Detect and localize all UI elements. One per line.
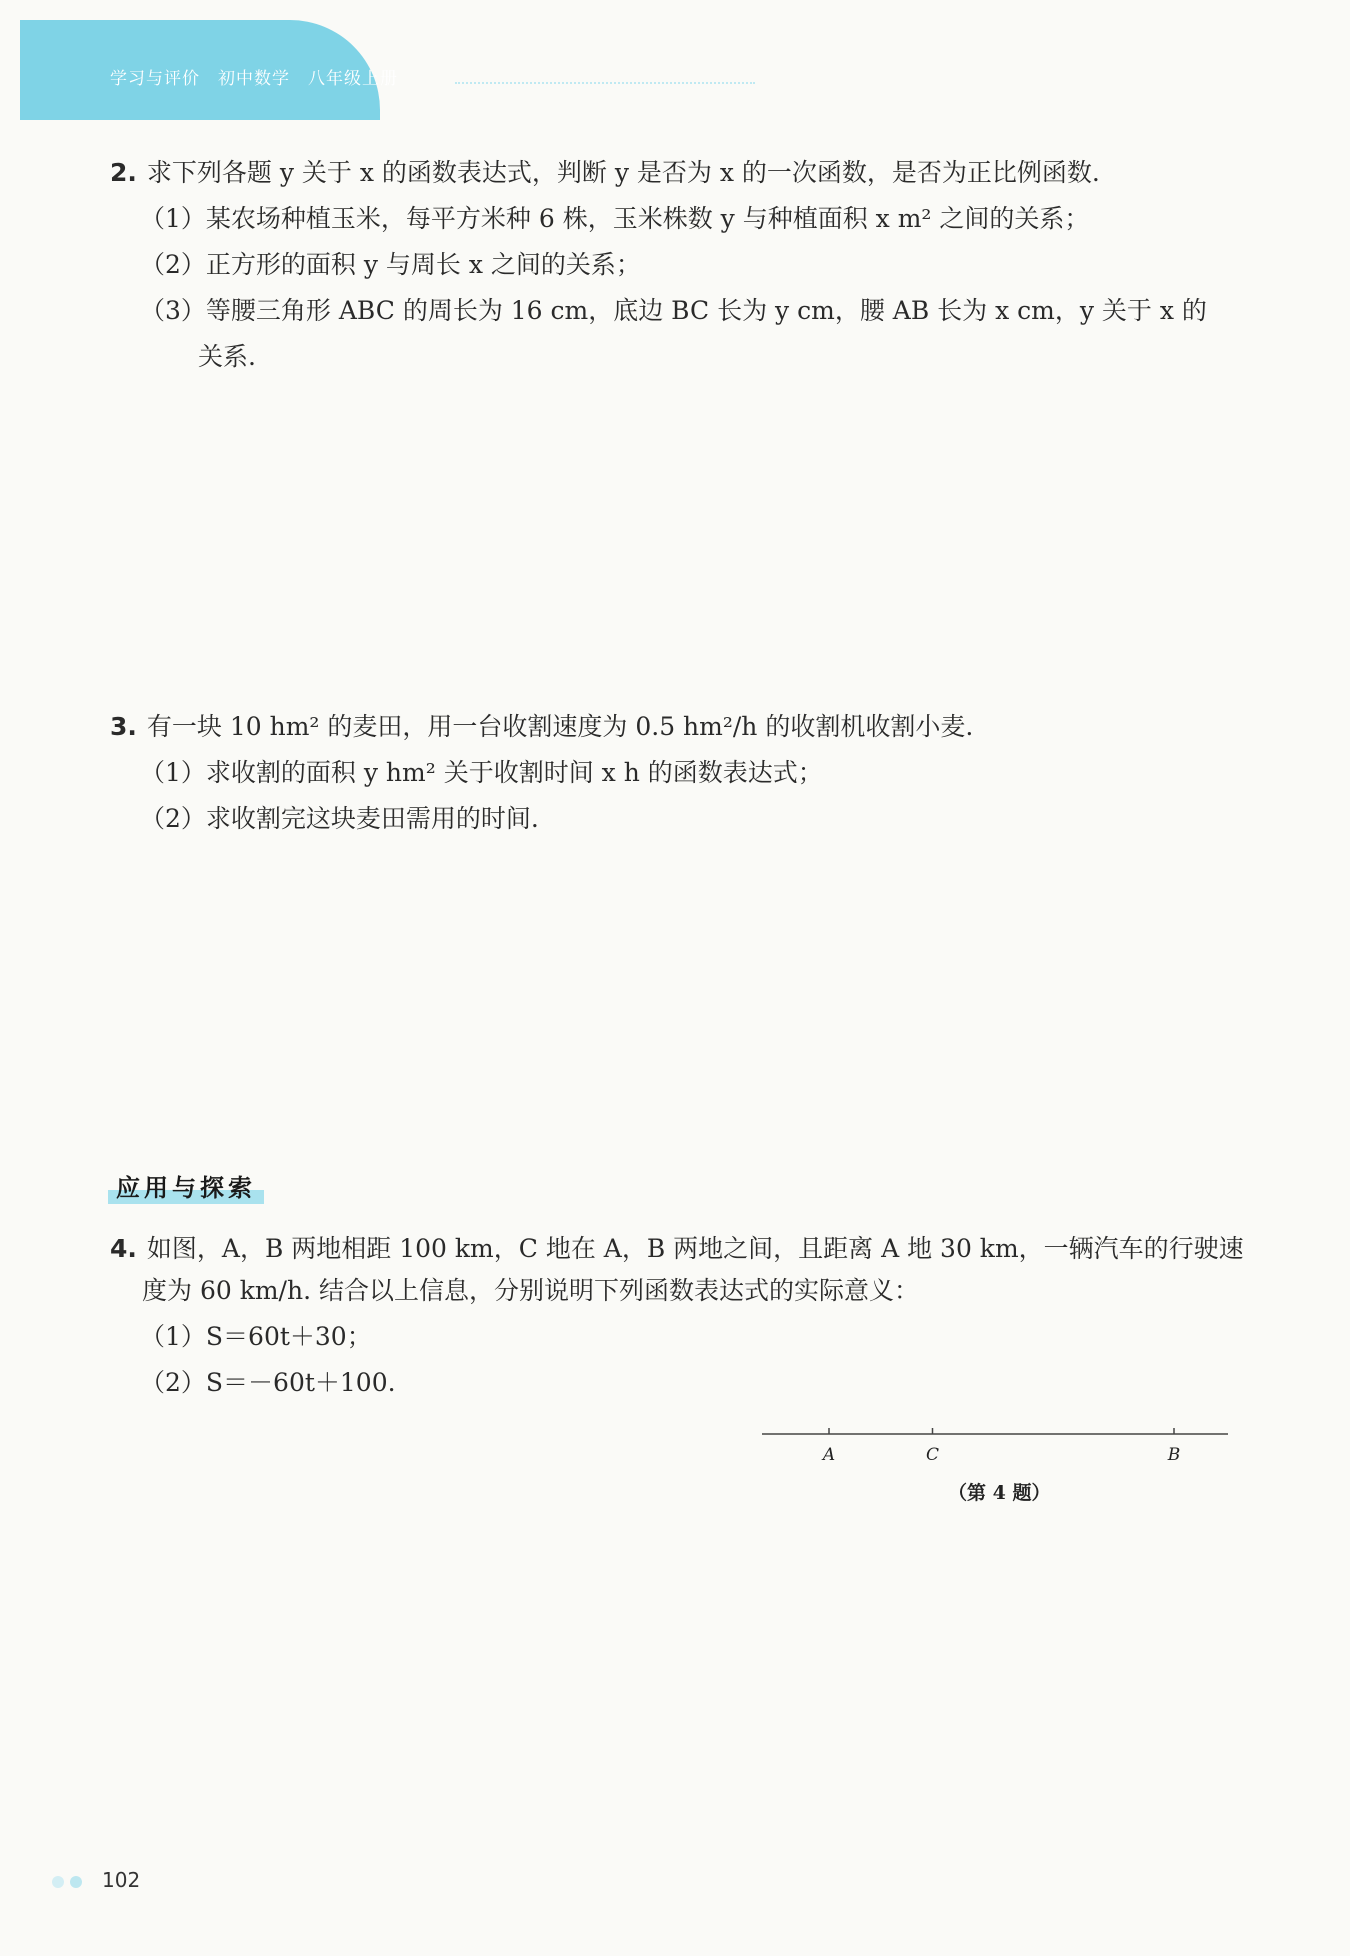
footer-dot bbox=[52, 1876, 64, 1888]
subquestion: （2）求收割完这块麦田需用的时间. bbox=[140, 804, 539, 833]
problem-number: 2. bbox=[110, 158, 137, 187]
problem-2-stem bbox=[110, 150, 1100, 196]
footer-dot bbox=[70, 1876, 82, 1888]
subquestion: （1）某农场种植玉米，每平方米种 6 株，玉米株数 y 与种植面积 x m² 之间的关系； bbox=[140, 204, 1090, 233]
page-number: 102 bbox=[102, 1868, 141, 1892]
header-grade: 八年级上册 bbox=[308, 69, 398, 89]
footer-dots bbox=[52, 1876, 82, 1888]
section-heading bbox=[108, 1168, 264, 1208]
point-label-C: C bbox=[925, 1445, 940, 1465]
header-subject: 初中数学 bbox=[218, 69, 290, 89]
subquestion: （3）等腰三角形 ABC 的周长为 16 cm，底边 BC 长为 y cm，腰 AB 长为 x cm，y 关于 x 的 bbox=[140, 296, 1207, 325]
problem-4-stem bbox=[110, 1226, 1244, 1272]
subquestion: （2）正方形的面积 y 与周长 x 之间的关系； bbox=[140, 250, 641, 279]
point-label-B: B bbox=[1167, 1445, 1181, 1465]
problem-number: 4. bbox=[110, 1234, 137, 1263]
point-label-A: A bbox=[822, 1445, 836, 1465]
problem-number: 3. bbox=[110, 712, 137, 741]
subquestion-continued: 关系. bbox=[198, 342, 256, 371]
problem-text-continued: 度为 60 km/h. 结合以上信息，分别说明下列函数表达式的实际意义： bbox=[142, 1276, 919, 1305]
subquestion: （1）S＝60t＋30； bbox=[140, 1322, 372, 1351]
header-dotted-rule bbox=[455, 82, 755, 84]
problem-text: 有一块 10 hm² 的麦田，用一台收割速度为 0.5 hm²/h 的收割机收割小麦. bbox=[146, 712, 974, 741]
problem-text: 如图，A，B 两地相距 100 km，C 地在 A，B 两地之间，且距离 A 地 30 km，一辆汽车的行驶速 bbox=[146, 1234, 1244, 1263]
subquestion: （2）S＝－60t＋100. bbox=[140, 1368, 396, 1397]
figure-caption: （第 4 题） bbox=[948, 1482, 1051, 1504]
running-header bbox=[110, 64, 398, 89]
header-book: 学习与评价 bbox=[110, 69, 200, 89]
problem-3-stem bbox=[110, 704, 973, 750]
problem-text: 求下列各题 y 关于 x 的函数表达式，判断 y 是否为 x 的一次函数，是否为正比例函数. bbox=[146, 158, 1100, 187]
section-heading-text: 应用与探索 bbox=[116, 1174, 256, 1202]
subquestion: （1）求收割的面积 y hm² 关于收割时间 x h 的函数表达式； bbox=[140, 758, 823, 787]
